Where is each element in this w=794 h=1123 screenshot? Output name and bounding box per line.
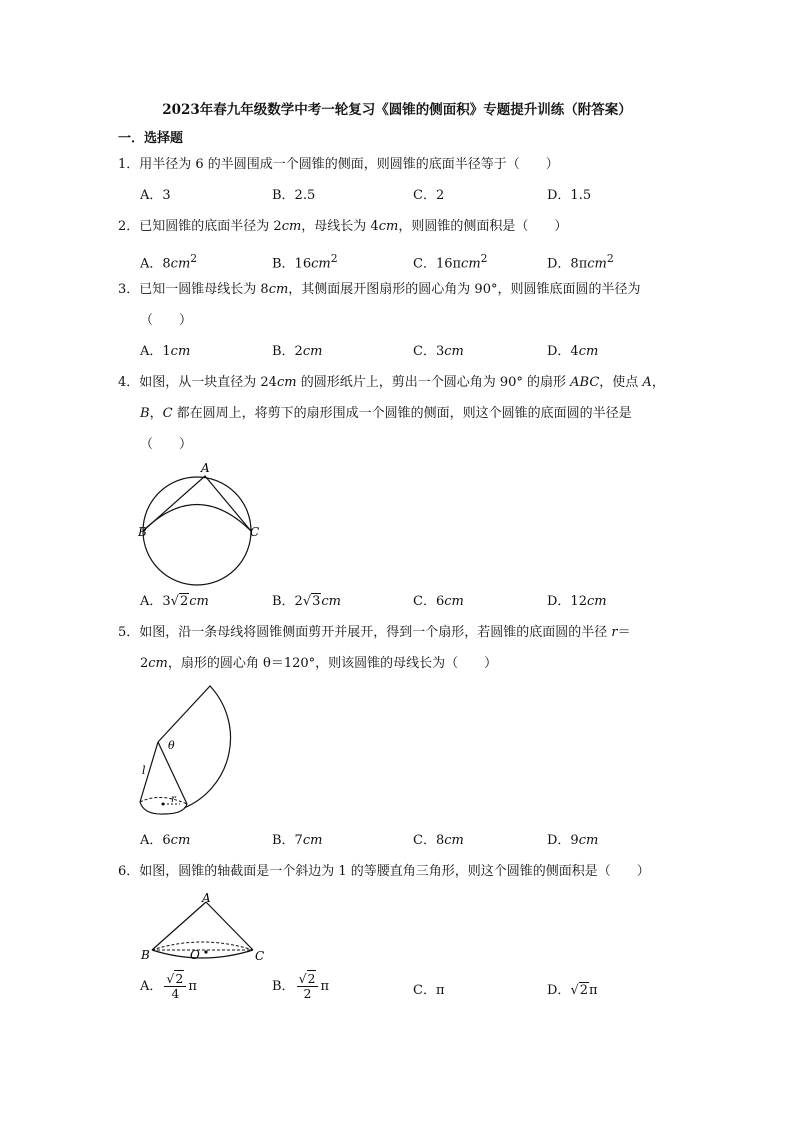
q4-option-a: A．3√2cm (140, 594, 209, 609)
q5-label-r: r (171, 794, 176, 805)
q1-option-b: B．2.5 (272, 188, 316, 203)
question-4-stem-line-2: B，C 都在圆周上，将剪下的扇形围成一个圆锥的侧面，则这个圆锥的底面圆的半径是 (140, 406, 632, 421)
q4-option-b: B．2√3cm (272, 594, 342, 609)
q4-option-c: C．6cm (413, 594, 464, 609)
q1-option-c: C．2 (413, 188, 445, 203)
q5-cone-net-figure (130, 680, 250, 818)
q6-label-o: O (190, 948, 200, 962)
q5-label-theta: θ (168, 739, 175, 752)
q5-label-l: l (142, 764, 146, 777)
q1-option-d: D．1.5 (547, 188, 592, 203)
q1-option-a: A．3 (140, 188, 171, 203)
question-2-stem: 2．已知圆锥的底面半径为 2cm，母线长为 4cm，则圆锥的侧面积是（ ） (118, 219, 568, 234)
q4-answer-bracket: （ ） (140, 437, 193, 452)
question-5-stem-line-1: 5．如图，沿一条母线将圆锥侧面剪开并展开，得到一个扇形，若圆锥的底面圆的半径 r＝ (118, 625, 631, 640)
question-3-stem: 3．已知一圆锥母线长为 8cm，其侧面展开图扇形的圆心角为 90°，则圆锥底面圆的半径为 (118, 282, 641, 297)
q5-option-b: B．7cm (272, 833, 323, 848)
q6-option-a: A． $\frac{√2}{4}$ π (140, 971, 197, 1001)
q2-option-a: A．$8cm^2$ (140, 252, 198, 272)
q6-option-c: C．π (413, 983, 445, 998)
q4-label-c: C (250, 525, 260, 539)
q3-answer-bracket: （ ） (140, 313, 193, 328)
q6-label-b: B (141, 948, 150, 962)
q4-circle-sector-figure (135, 458, 265, 590)
q2-option-d: D．8πcm$^2$ (547, 252, 614, 272)
q4-option-d: D．12cm (547, 594, 607, 609)
q4-label-b: B (138, 525, 147, 539)
q6-option-d: D．√2π (547, 983, 598, 998)
q6-label-a: A (202, 891, 211, 905)
q5-option-c: C．8cm (413, 833, 464, 848)
q5-option-d: D．9cm (547, 833, 599, 848)
q6-option-b: B． $\frac{√2}{2}$ π (272, 971, 330, 1001)
section-heading: 一．选择题 (118, 131, 184, 146)
q4-label-a: A (201, 461, 210, 475)
question-6-stem: 6．如图，圆锥的轴截面是一个斜边为 1 的等腰直角三角形，则这个圆锥的侧面积是（ ） (118, 864, 650, 879)
q3-option-d: D．4cm (547, 344, 599, 359)
q6-label-c: C (255, 949, 265, 963)
q6-cone-figure (136, 886, 276, 968)
q3-option-c: C．3cm (413, 344, 464, 359)
question-5-stem-line-2: 2cm，扇形的圆心角 θ＝120°，则该圆锥的母线长为（ ） (140, 656, 498, 671)
q5-option-a: A．6cm (140, 833, 191, 848)
question-4-stem-line-1: 4．如图，从一块直径为 24cm 的圆形纸片上，剪出一个圆心角为 90° 的扇形 ABC，使点 A， (118, 375, 665, 390)
q3-option-a: A．1cm (140, 344, 191, 359)
page-title: 2023年春九年级数学中考一轮复习《圆锥的侧面积》专题提升训练（附答案） (162, 102, 632, 118)
q3-option-b: B．2cm (272, 344, 323, 359)
question-1-stem: 1．用半径为 6 的半圆围成一个圆锥的侧面，则圆锥的底面半径等于（ ） (118, 157, 559, 172)
q2-option-b: B．$16cm^2$ (272, 252, 338, 272)
q2-option-c: C．16πcm$^2$ (413, 252, 488, 272)
